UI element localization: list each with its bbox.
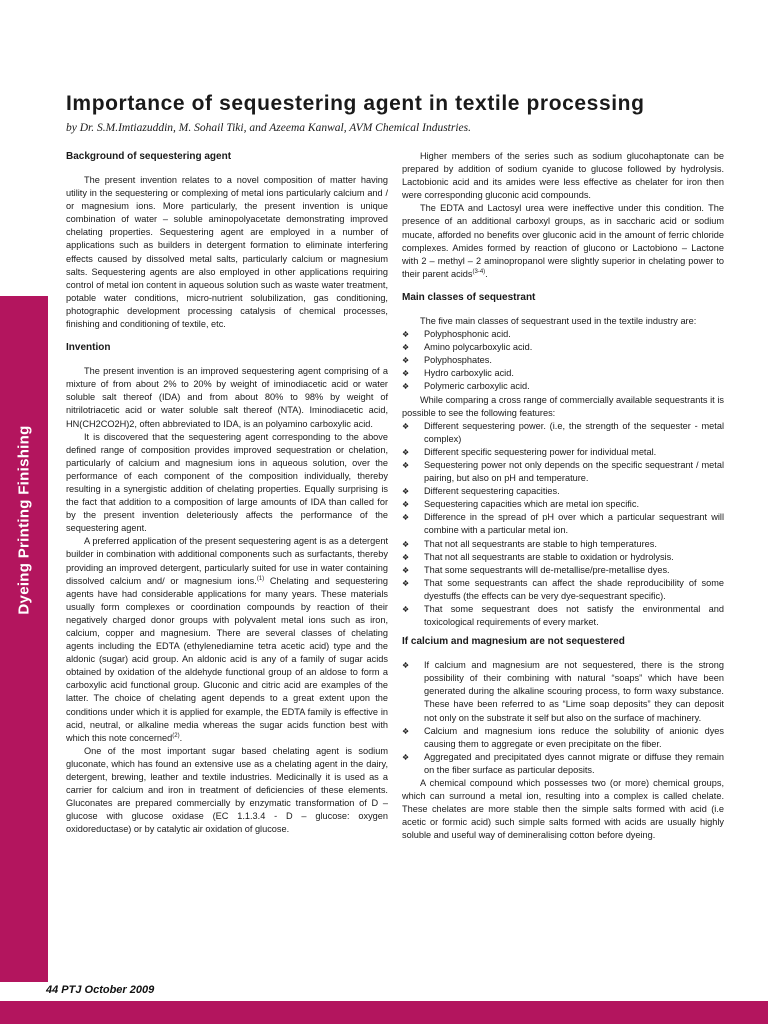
list-item: ❖ Aggregated and precipitated dyes cannot migrate or diffuse they remain on the fiber surface as particular deposits. xyxy=(402,751,724,777)
reference-mark: (3-4) xyxy=(472,268,486,275)
paragraph: One of the most important sugar based chelating agent is sodium gluconate, which has found an extensive use as a chelating agent in the dairy, detergent, brewing, leather and textile industries. Medicinally it is used as a carrier for calcium and iron in treatment of deficiencies of these elements. Gluconates are prepared commercially by enzymatic transformation of D – glucose with glucose oxidase (EC 1.1.3.4 - D – glucose: oxygen oxidoreductase) or by catalytic air oxidation of glucose. xyxy=(66,745,388,835)
list-item: ❖ Sequestering capacities which are metal ion specific. xyxy=(402,498,724,511)
heading-main-classes: Main classes of sequestrant xyxy=(402,291,536,303)
features-list xyxy=(402,420,724,630)
list-item: ❖ Different sequestering power. (i.e, the strength of the sequester - metal complex) xyxy=(402,420,724,446)
list-item: ❖ That some sequestrants will de-metallise/pre-metallise dyes. xyxy=(402,564,724,577)
list-item: ❖ That some sequestrants can affect the shade reproducibility of some dyestuffs (the effects can be very dye-sequestrant specific). xyxy=(402,577,724,603)
list-item: ❖ Sequestering power not only depends on the specific sequestrant / metal pairing, but also on pH and temperature. xyxy=(402,459,724,485)
list-item: ❖ Hydro carboxylic acid. xyxy=(402,367,724,380)
reference-mark: (2) xyxy=(172,732,180,739)
left-column xyxy=(66,150,388,837)
list-item: ❖ Different sequestering capacities. xyxy=(402,485,724,498)
right-column xyxy=(402,150,724,843)
list-item: ❖ Amino polycarboxylic acid. xyxy=(402,341,724,354)
classes-list xyxy=(402,328,724,393)
list-item: ❖ That some sequestrant does not satisfy the environmental and toxicological requirements of every market. xyxy=(402,603,724,629)
paragraph-text: Chelating and sequestering agents have had considerable applications for many years. These materials usually form complexes or coordination compounds by reaction of their negatively charged donor groups with polyvalent metal ions such as iron, calcium, copper and magnesium. There are several classes of chelating agents including the EDTA (ethylenediamine tetra acetic acid) type and the aldonic (sugar) acid group. An aldonic acid is any of a family of sugar acids obtained by oxidation of the aldehyde functional group of an aldose to form a carboxylic acid functional group. Gluconic and citric acid are examples of the latter. The choice of chelating agent depends to a great extent upon the conditions under which it is applied for example, the EDTA family is effective in acid, neutral, or alkaline media whereas the sugar acids function best with which this note concerned xyxy=(66,575,389,743)
paragraph-text: A preferred application of the present sequestering agent is as a detergent builder in combination with additional components such as surfactants, thereby providing an improved detergent, particularly suited for use in water containing dissolved calcium and/ or magnesium ions. xyxy=(66,536,388,586)
page-footer: 44 PTJ October 2009 xyxy=(46,984,155,996)
list-item: ❖ Polyphosphates. xyxy=(402,354,724,367)
list-item: ❖ That not all sequestrants are stable to oxidation or hydrolysis. xyxy=(402,551,724,564)
list-item: ❖ Polyphosphonic acid. xyxy=(402,328,724,341)
paragraph: It is discovered that the sequestering agent corresponding to the above defined range of composition provides improved sequestration or chelation, particularly of calcium and magnesium ions in aqueous solution, over the performance of each component of the composition individually, thereby resulting in a synergistic addition of chelating properties. Equally surprising is the fact that addition to a composition of large amounts of IDA than called for by the present invention deleteriously affects the performance of the sequestering agent. xyxy=(66,431,388,534)
paragraph-text: . xyxy=(179,732,183,743)
list-item: ❖ Difference in the spread of pH over which a particular sequestrant will combine with a particular metal ion. xyxy=(402,511,724,537)
list-item: ❖ Different specific sequestering power for individual metal. xyxy=(402,446,724,459)
heading-invention: Invention xyxy=(66,342,111,354)
list-item: ❖ If calcium and magnesium are not sequestered, there is the strong possibility of their combining with natural “soaps” which have been generated during the alkaline scouring process, to form waxy substance. These have been referred to as “Lime soap deposits” they can deposit not only on the substrate it self but also on the surface of machinery. xyxy=(402,659,724,724)
reference-mark: (1) xyxy=(256,575,265,582)
list-item: ❖ That not all sequestrants are stable to high temperatures. xyxy=(402,538,724,551)
side-band xyxy=(0,296,48,982)
paragraph: The present invention is an improved sequestering agent comprising of a mixture of from about 2% to 20% by weight of iminodiacetic acid or water soluble salt thereof (IDA) and from about 80% to 98% by weight of nitrilotriacetic acid or water soluble salt thereof (NTA). Iminodiacetic acid, HN(CH2CO2H)2, often abbreviated to IDA, is an polyamino carboxylic acid. xyxy=(66,366,388,429)
paragraph: A chemical compound which possesses two (or more) chemical groups, which can surround a metal ion, resulting into a complex is called chelate. These chelates are more stable then the simple salts formed with acid (i.e acetic or formic acid) such simple salts formed with acids are usually highly soluble and useful way of demineralising cotton before dyeing. xyxy=(402,778,724,841)
list-item: ❖ Calcium and magnesium ions reduce the solubility of anionic dyes causing them to aggregate or even precipitate on the fiber. xyxy=(402,725,724,751)
paragraph-text: . xyxy=(485,268,488,279)
article-title: Importance of sequestering agent in textile processing xyxy=(66,92,645,115)
heading-background: Background of sequestering agent xyxy=(66,151,232,162)
list-item: ❖ Polymeric carboxylic acid. xyxy=(402,380,724,393)
section-label: Dyeing Printing Finishing xyxy=(15,425,33,615)
paragraph-text: The EDTA and Lactosyl urea were ineffective under this condition. The presence of an additional carboxyl groups, as in saccharic acid or sodium mucate, afforded no benefits over gluconic acid in the amount of ferric chloride complexes. Amides formed by reaction of glucono or Lactobiono – Lactone with 2 – methyl – 2 aminopropanol were slightly superior in chelating power to their parent acids xyxy=(402,203,724,279)
paragraph: The present invention relates to a novel composition of matter having utility in the sequestering or complexing of metal ions particularly calcium and / or magnesium ions. More particularly, the present invention is unique combination of water – soluble aminopolyacetate demonstrating improved chelating properties. Sequestering agent are employed in a number of applications such as builders in detergent formation to eliminate interfering effects caused by dissolved metal salts, particularly calcium or magnesium salts. Sequestering agents are also employed in other applications requiring control of metal ion content in aqueous solution such as waste water treatment, potable water conditions, micro-nutrient solubilization, gas conditioning, photographic development processing catalysis of chemical processes, finishing and conditioning of textile, etc. xyxy=(66,175,388,330)
paragraph xyxy=(402,202,724,281)
paragraph xyxy=(66,535,388,745)
paragraph: While comparing a cross range of commercially available sequestrants it is possible to see the following features: xyxy=(402,394,724,418)
heading-not-sequestered: If calcium and magnesium are not sequestered xyxy=(402,636,625,648)
paragraph: The five main classes of sequestrant used in the textile industry are: xyxy=(420,315,697,326)
article-byline: by Dr. S.M.Imtiazuddin, M. Sohail Tiki, and Azeema Kanwal, AVM Chemical Industries. xyxy=(66,122,471,134)
bottom-band xyxy=(0,1001,768,1024)
effects-list xyxy=(402,659,724,777)
paragraph: Higher members of the series such as sodium glucohaptonate can be prepared by addition of sodium cyanide to glucose followed by hydrolysis. Lactobionic acid and its amides were less effective as chelater for iron then were corresponding gluconic acid compounds. xyxy=(402,151,724,201)
